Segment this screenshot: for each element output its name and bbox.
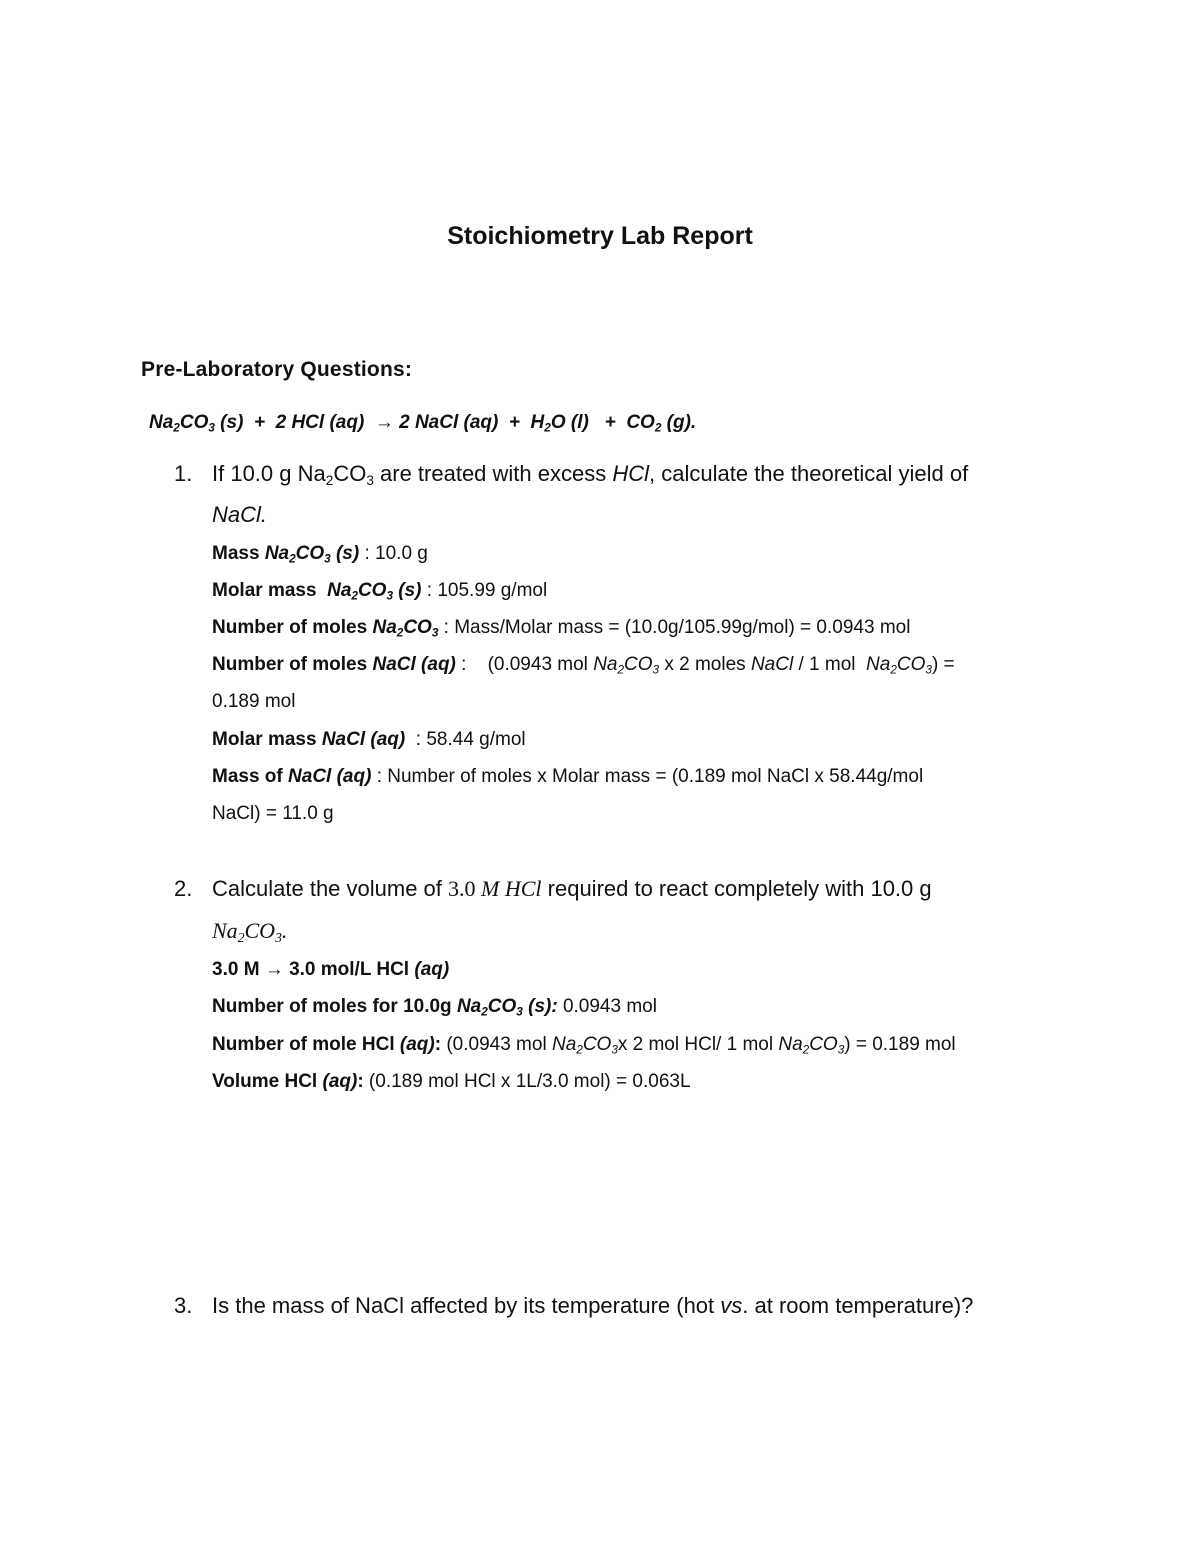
question-1-text-line2: NaCl.: [212, 502, 268, 527]
q1-mass-nacl-line2: NaCl) = 11.0 g: [212, 803, 334, 824]
q1-moles-line: Number of moles $Na_2CO_3$ : Mass/Molar mass = (10.0g/105.99g/mol) = 0.0943 mol: [212, 617, 911, 640]
q1-molar-mass-nacl-line: Molar mass NaCl (aq) : 58.44 g/mol: [212, 729, 526, 750]
q2-volume-line: Volume HCl (aq): (0.189 mol HCl x 1L/3.0 mol) = 0.063L: [212, 1071, 691, 1092]
q1-moles-nacl-line: Number of moles NaCl (aq) : (0.0943 mol $Na_2CO_3$ x 2 moles NaCl / 1 mol $Na_2CO_3$) =: [212, 654, 955, 677]
q2-conversion-line: 3.0 M → 3.0 mol/L HCl (aq): [212, 959, 450, 980]
reaction-equation: $Na_2CO_3$ (s) + 2 HCl (aq) → 2 NaCl $(aq) + H_2O$ $(l) + CO_2$ (g).: [149, 412, 697, 435]
question-1-number: 1.: [174, 461, 193, 486]
q1-moles-nacl-line2: 0.189 mol: [212, 691, 296, 712]
question-3-text: Is the mass of NaCl affected by its temperature (hot vs. at room temperature)?: [212, 1293, 974, 1318]
q1-mass-nacl-line: Mass of NaCl (aq) : Number of moles x Molar mass = (0.189 mol NaCl x 58.44g/mol: [212, 766, 924, 787]
q1-mass-line: Mass $Na_2CO_3$ (s) : 10.0 g: [212, 543, 428, 566]
q1-molar-mass-line: Molar mass $Na_2CO_3$ (s) : 105.99 g/mol: [212, 580, 548, 603]
question-2-text-line2: $Na_2CO_3$.: [212, 918, 288, 946]
question-3-number: 3.: [174, 1293, 193, 1318]
section-heading: Pre-Laboratory Questions:: [141, 358, 413, 381]
question-2-text: Calculate the volume of 3.0 M HCl required to react completely with 10.0 g: [212, 876, 932, 901]
question-1-text: If 10.0 g $Na_2CO_3$ are treated with excess HCl, calculate the theoretical yield of: [212, 461, 969, 489]
q2-mole-hcl-line: Number of mole HCl (aq): (0.0943 mol $Na_2CO_3x$ 2 mol HCl/ 1 mol $Na_2CO_3) = 0.189$ mol: [212, 1034, 956, 1057]
question-2-number: 2.: [174, 876, 193, 901]
q2-moles-line: Number of moles for 10.0g $Na_2CO_3$ (s): 0.0943 mol: [212, 996, 657, 1019]
document-title: Stoichiometry Lab Report: [447, 222, 753, 250]
